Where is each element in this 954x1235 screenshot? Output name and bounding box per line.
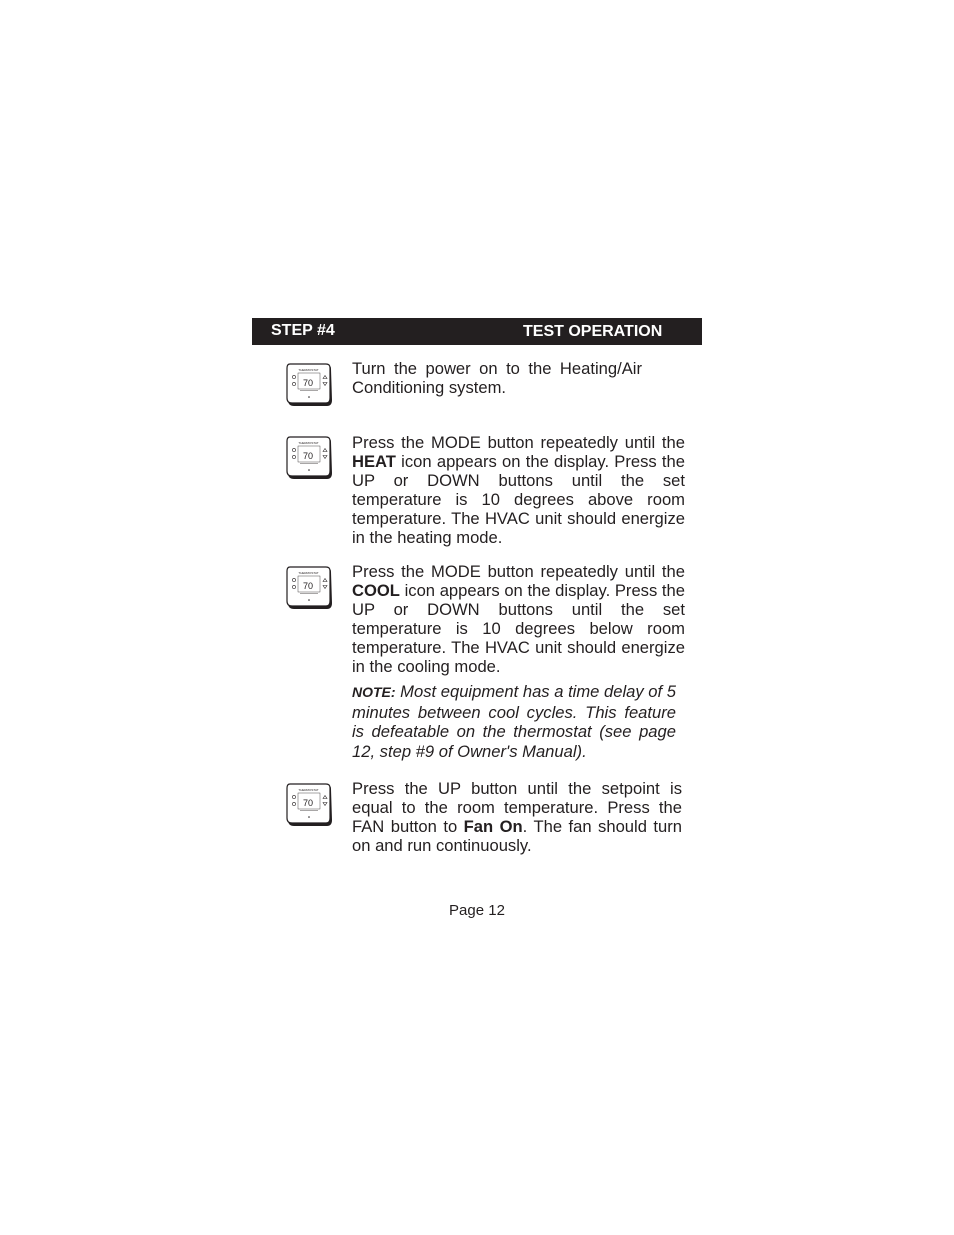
- svg-text:THERMOSTAT: THERMOSTAT: [298, 441, 319, 445]
- thermostat-icon: [284, 782, 334, 828]
- step-3-text: Press the MODE button repeatedly until the COOL icon appears on the display. Press the UP or DOWN buttons until the set temperature is 10 degrees below room temperature. The HVAC unit should energize in the cooling mode.: [352, 562, 685, 676]
- page-number: Page 12: [449, 902, 505, 919]
- section-title: TEST OPERATION: [523, 323, 663, 340]
- section-header: [252, 318, 702, 345]
- svg-text:THERMOSTAT: THERMOSTAT: [298, 368, 319, 372]
- svg-text:70: 70: [302, 378, 314, 388]
- svg-text:70: 70: [302, 451, 314, 461]
- step-1-text: Turn the power on to the Heating/Air Conditioning system.: [352, 359, 642, 397]
- step-4-text: Press the UP button until the setpoint is equal to the room temperature. Press the FAN button to Fan On. The fan should turn on and run continuously.: [352, 779, 683, 855]
- svg-text:THERMOSTAT: THERMOSTAT: [298, 571, 319, 575]
- note-label: NOTE:: [352, 684, 396, 700]
- thermostat-icon: [284, 565, 334, 611]
- thermostat-icon: [284, 362, 334, 408]
- thermostat-icon: [284, 435, 334, 481]
- heat-label: HEAT: [352, 452, 396, 471]
- note: NOTE: Most equipment has a time delay of 5 minutes between cool cycles. This feature is defeatable on the thermostat (see page 12, step #9 of Owner's Manual).: [352, 682, 676, 761]
- step-number: STEP #4: [271, 322, 335, 339]
- step-2-text: Press the MODE button repeatedly until the HEAT icon appears on the display. Press the UP or DOWN buttons until the set temperature is 10 degrees above room temperature. The HVAC unit should energize in the heating mode.: [352, 433, 685, 547]
- cool-label: COOL: [352, 581, 400, 600]
- svg-text:70: 70: [302, 581, 314, 591]
- fan-on-label: Fan On: [463, 817, 523, 836]
- svg-text:THERMOSTAT: THERMOSTAT: [298, 788, 319, 792]
- svg-text:70: 70: [302, 798, 314, 808]
